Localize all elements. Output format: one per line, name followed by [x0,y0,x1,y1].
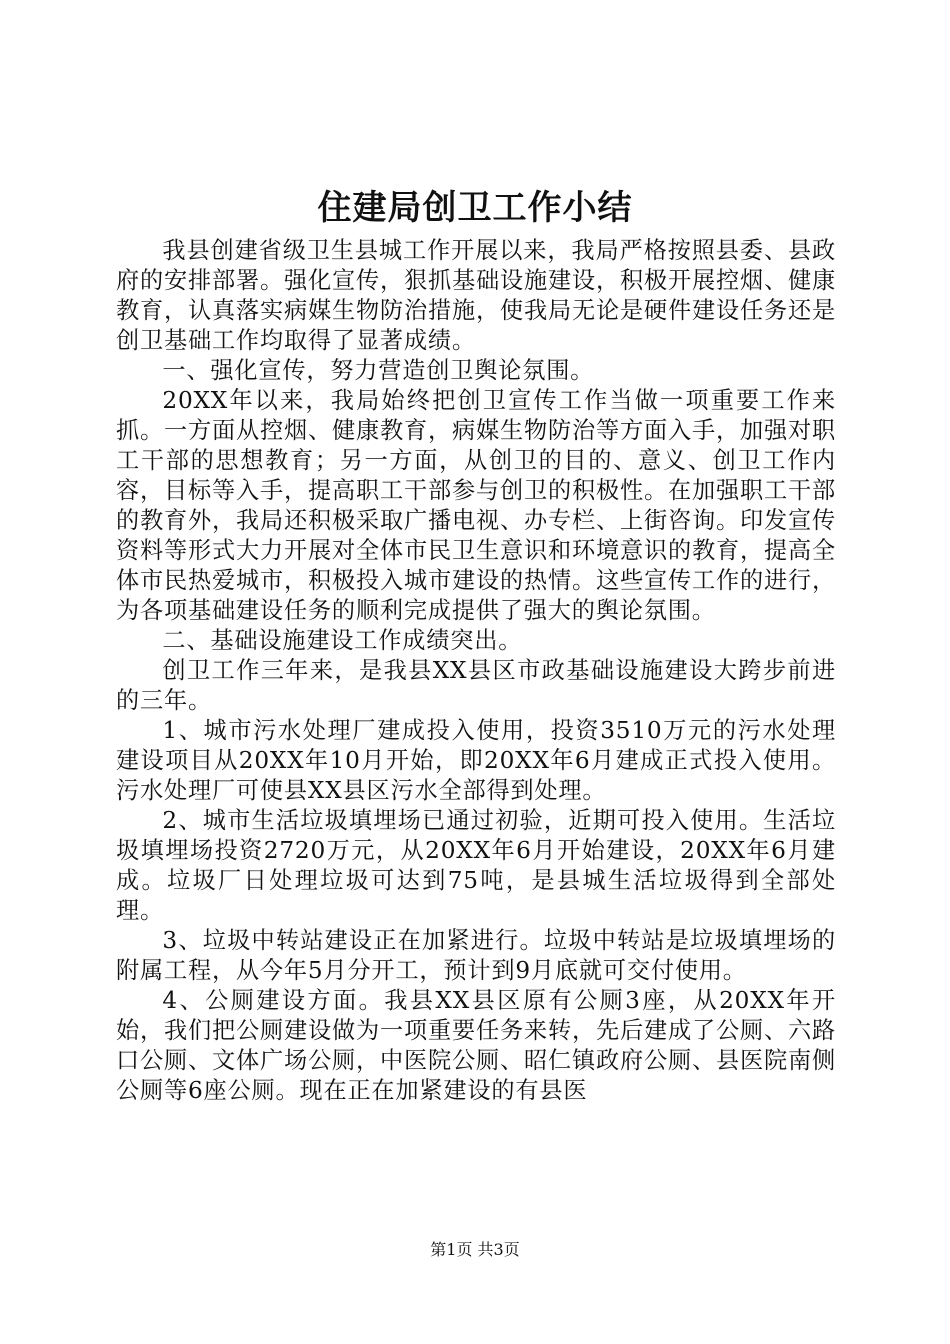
section-heading-2: 二、基础设施建设工作成绩突出。 [162,627,523,654]
page-number-footer: 第1页 共3页 [430,1240,520,1259]
item-1-paragraph: 1、城市污水处理厂建成投入使用，投资3510万元的污水处理建设项目从20XX年10月开始，即20XX年6月建成正式投入使用。污水处理厂可使县XX县区污水全部得到处理。 [116,717,836,804]
item-2-paragraph: 2、城市生活垃圾填埋场已通过初验，近期可投入使用。生活垃圾填埋场投资2720万元，从20XX年6月开始建设，20XX年6月建成。垃圾厂日处理垃圾可达到75吨，是县城生活垃圾得到全部处理。 [116,807,836,924]
section-1-paragraph: 20XX年以来，我局始终把创卫宣传工作当做一项重要工作来抓。一方面从控烟、健康教育，病媒生物防治等方面入手，加强对职工干部的思想教育；另一方面，从创卫的目的、意义、创卫工作内容，目标等入手，提高职工干部参与创卫的积极性。在加强职工干部的教育外，我局还积极采取广播电视、办专栏、上街咨询。印发宣传资料等形式大力开展对全体市民卫生意识和环境意识的教育，提高全体市民热爱城市，积极投入城市建设的热情。这些宣传工作的进行，为各项基础建设任务的顺利完成提供了强大的舆论氛围。 [116,387,836,624]
section-heading-1: 一、强化宣传，努力营造创卫舆论氛围。 [162,357,595,384]
intro-paragraph: 我县创建省级卫生县城工作开展以来，我局严格按照县委、县政府的安排部署。强化宣传，狠抓基础设施建设，积极开展控烟、健康教育，认真落实病媒生物防治措施，使我局无论是硬件建设任务还是创卫基础工作均取得了显著成绩。 [116,237,836,354]
document-title: 住建局创卫工作小结 [317,188,633,228]
item-4-paragraph: 4、公厕建设方面。我县XX县区原有公厕3座，从20XX年开始，我们把公厕建设做为一项重要任务来转，先后建成了公厕、六路口公厕、文体广场公厕，中医院公厕、昭仁镇政府公厕、县医院南侧公厕等6座公厕。现在正在加紧建设的有县医 [116,987,836,1104]
document-body [116,236,836,1106]
item-3-paragraph: 3、垃圾中转站建设正在加紧进行。垃圾中转站是垃圾填埋场的附属工程，从今年5月分开工，预计到9月底就可交付使用。 [116,927,836,984]
section-2-intro-paragraph: 创卫工作三年来，是我县XX县区市政基础设施建设大跨步前进的三年。 [116,657,836,714]
